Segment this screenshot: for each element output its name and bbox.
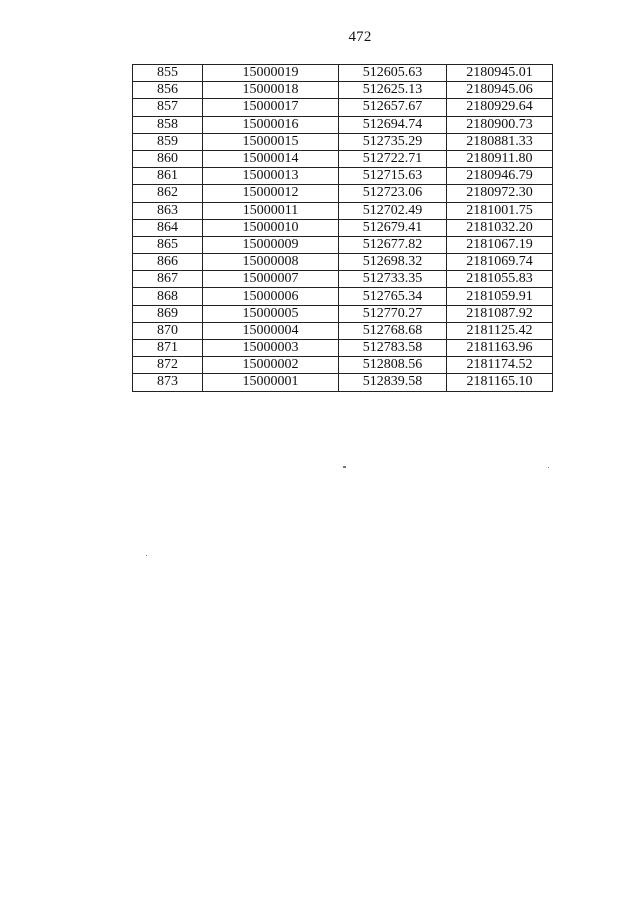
- table-row: [133, 288, 553, 305]
- x-coordinate-cell: 512735.29: [339, 133, 447, 150]
- table-row: [133, 305, 553, 322]
- table-row: [133, 116, 553, 133]
- y-coordinate-cell: 2180946.79: [447, 168, 553, 185]
- point-id-cell: 15000013: [203, 168, 339, 185]
- x-coordinate-cell: 512625.13: [339, 82, 447, 99]
- x-coordinate-cell: 512605.63: [339, 65, 447, 82]
- point-id-cell: 15000016: [203, 116, 339, 133]
- point-id-cell: 15000012: [203, 185, 339, 202]
- table-row: [133, 65, 553, 82]
- x-coordinate-cell: 512768.68: [339, 322, 447, 339]
- point-id-cell: 15000003: [203, 340, 339, 357]
- x-coordinate-cell: 512657.67: [339, 99, 447, 116]
- x-coordinate-cell: 512808.56: [339, 357, 447, 374]
- y-coordinate-cell: 2180911.80: [447, 150, 553, 167]
- row-number-cell: 858: [133, 116, 203, 133]
- row-number-cell: 867: [133, 271, 203, 288]
- x-coordinate-cell: 512698.32: [339, 254, 447, 271]
- y-coordinate-cell: 2181067.19: [447, 236, 553, 253]
- y-coordinate-cell: 2181069.74: [447, 254, 553, 271]
- y-coordinate-cell: 2180945.06: [447, 82, 553, 99]
- point-id-cell: 15000006: [203, 288, 339, 305]
- table-row: [133, 168, 553, 185]
- row-number-cell: 860: [133, 150, 203, 167]
- point-id-cell: 15000015: [203, 133, 339, 150]
- row-number-cell: 857: [133, 99, 203, 116]
- x-coordinate-cell: 512679.41: [339, 219, 447, 236]
- row-number-cell: 861: [133, 168, 203, 185]
- point-id-cell: 15000005: [203, 305, 339, 322]
- x-coordinate-cell: 512783.58: [339, 340, 447, 357]
- x-coordinate-cell: 512702.49: [339, 202, 447, 219]
- row-number-cell: 866: [133, 254, 203, 271]
- point-id-cell: 15000004: [203, 322, 339, 339]
- x-coordinate-cell: 512694.74: [339, 116, 447, 133]
- point-id-cell: 15000011: [203, 202, 339, 219]
- table-row: [133, 340, 553, 357]
- table-row: [133, 322, 553, 339]
- point-id-cell: 15000018: [203, 82, 339, 99]
- point-id-cell: 15000009: [203, 236, 339, 253]
- table-row: [133, 374, 553, 391]
- scan-speck: [343, 466, 346, 468]
- x-coordinate-cell: 512839.58: [339, 374, 447, 391]
- row-number-cell: 871: [133, 340, 203, 357]
- point-id-cell: 15000002: [203, 357, 339, 374]
- x-coordinate-cell: 512722.71: [339, 150, 447, 167]
- row-number-cell: 864: [133, 219, 203, 236]
- x-coordinate-cell: 512677.82: [339, 236, 447, 253]
- x-coordinate-cell: 512723.06: [339, 185, 447, 202]
- y-coordinate-cell: 2181001.75: [447, 202, 553, 219]
- table-row: [133, 202, 553, 219]
- x-coordinate-cell: 512733.35: [339, 271, 447, 288]
- y-coordinate-cell: 2180881.33: [447, 133, 553, 150]
- row-number-cell: 869: [133, 305, 203, 322]
- row-number-cell: 859: [133, 133, 203, 150]
- point-id-cell: 15000007: [203, 271, 339, 288]
- table-row: [133, 219, 553, 236]
- row-number-cell: 870: [133, 322, 203, 339]
- row-number-cell: 862: [133, 185, 203, 202]
- point-id-cell: 15000019: [203, 65, 339, 82]
- table-row: [133, 357, 553, 374]
- row-number-cell: 872: [133, 357, 203, 374]
- y-coordinate-cell: 2181174.52: [447, 357, 553, 374]
- x-coordinate-cell: 512765.34: [339, 288, 447, 305]
- row-number-cell: 863: [133, 202, 203, 219]
- y-coordinate-cell: 2181055.83: [447, 271, 553, 288]
- y-coordinate-cell: 2180945.01: [447, 65, 553, 82]
- x-coordinate-cell: 512770.27: [339, 305, 447, 322]
- page-number: 472: [348, 29, 372, 45]
- y-coordinate-cell: 2180929.64: [447, 99, 553, 116]
- y-coordinate-cell: 2181163.96: [447, 340, 553, 357]
- table-row: [133, 185, 553, 202]
- row-number-cell: 865: [133, 236, 203, 253]
- coordinates-table-body: [133, 65, 553, 392]
- y-coordinate-cell: 2181125.42: [447, 322, 553, 339]
- x-coordinate-cell: 512715.63: [339, 168, 447, 185]
- row-number-cell: 855: [133, 65, 203, 82]
- point-id-cell: 15000014: [203, 150, 339, 167]
- table-row: [133, 82, 553, 99]
- point-id-cell: 15000010: [203, 219, 339, 236]
- table-row: [133, 254, 553, 271]
- row-number-cell: 868: [133, 288, 203, 305]
- table-row: [133, 271, 553, 288]
- scan-speck: [548, 467, 549, 468]
- y-coordinate-cell: 2181059.91: [447, 288, 553, 305]
- y-coordinate-cell: 2180900.73: [447, 116, 553, 133]
- y-coordinate-cell: 2180972.30: [447, 185, 553, 202]
- scan-speck: [146, 555, 147, 556]
- table-row: [133, 133, 553, 150]
- y-coordinate-cell: 2181165.10: [447, 374, 553, 391]
- y-coordinate-cell: 2181087.92: [447, 305, 553, 322]
- table-row: [133, 150, 553, 167]
- coordinates-table: [132, 64, 553, 392]
- row-number-cell: 873: [133, 374, 203, 391]
- table-row: [133, 99, 553, 116]
- point-id-cell: 15000017: [203, 99, 339, 116]
- point-id-cell: 15000008: [203, 254, 339, 271]
- point-id-cell: 15000001: [203, 374, 339, 391]
- row-number-cell: 856: [133, 82, 203, 99]
- y-coordinate-cell: 2181032.20: [447, 219, 553, 236]
- table-row: [133, 236, 553, 253]
